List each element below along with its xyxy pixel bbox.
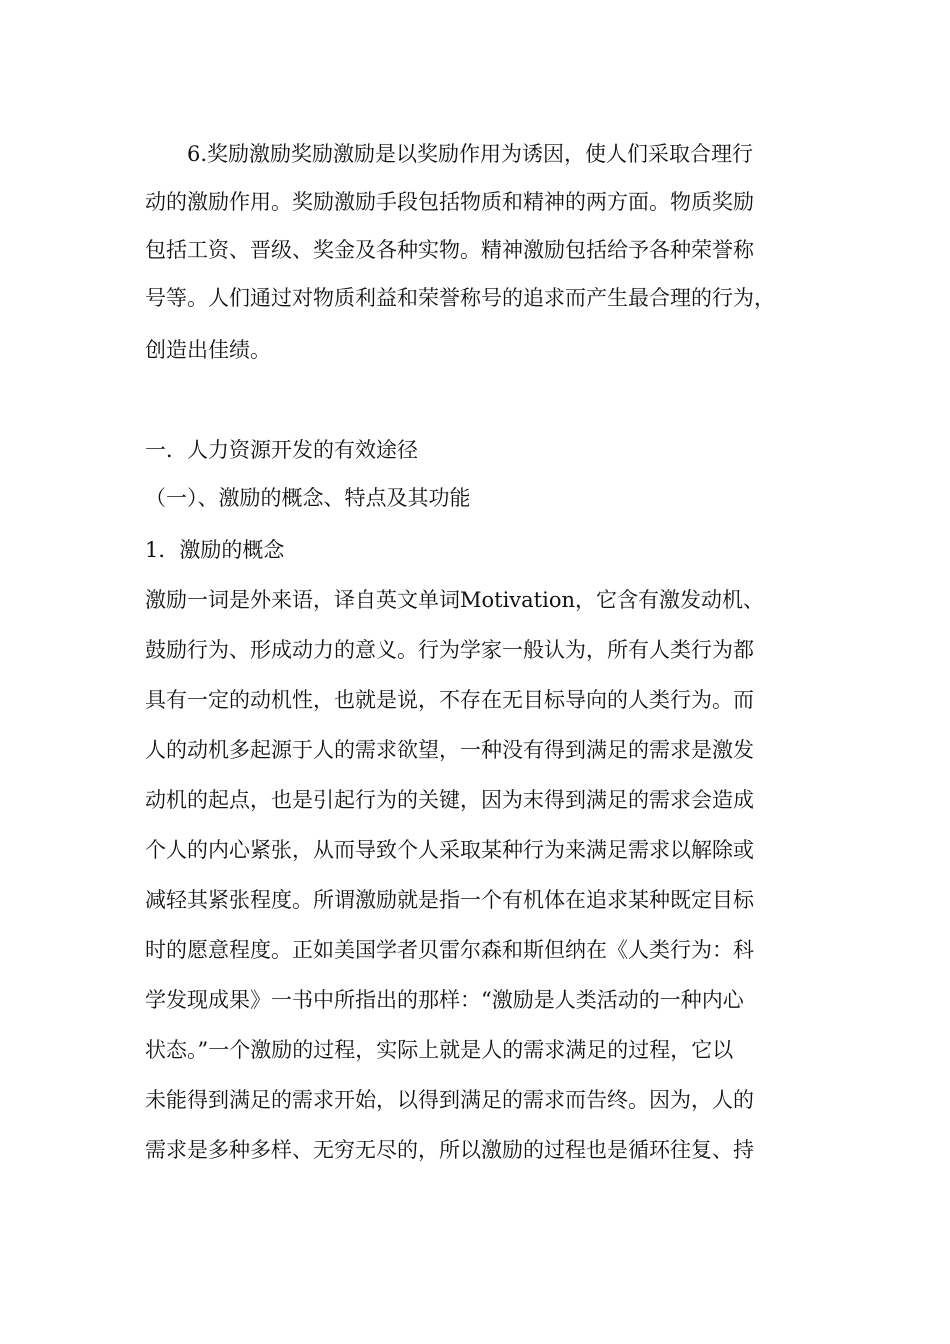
paragraph-line: 人的动机多起源于人的需求欲望，一种没有得到满足的需求是激发 [145,738,754,762]
paragraph-line: 号等。人们通过对物质利益和荣誉称号的追求而产生最合理的行为， [145,286,775,310]
paragraph-line: 减轻其紧张程度。所谓激励就是指一个有机体在追求某种既定目标 [145,888,754,912]
paragraph-line: 个人的内心紧张，从而导致个人采取某种行为来满足需求以解除或 [145,838,754,862]
paragraph-line: 需求是多种多样、无穷无尽的，所以激励的过程也是循环往复、持 [145,1138,754,1162]
paragraph-line: 学发现成果》一书中所指出的那样：“激励是人类活动的一种内心 [145,988,744,1012]
paragraph-line: 鼓励行为、形成动力的意义。行为学家一般认为，所有人类行为都 [145,638,754,662]
paragraph-line: 创造出佳绩。 [145,338,271,362]
topic-heading: 1．激励的概念 [145,538,285,562]
paragraph-line: 具有一定的动机性，也就是说，不存在无目标导向的人类行为。而 [145,688,754,712]
paragraph-line: 状态。”一个激励的过程，实际上就是人的需求满足的过程，它以 [145,1038,734,1062]
paragraph-line: 动机的起点，也是引起行为的关键，因为末得到满足的需求会造成 [145,788,754,812]
paragraph-line: 时的愿意程度。正如美国学者贝雷尔森和斯但纳在《人类行为：科 [145,938,754,962]
paragraph-line: 动的激励作用。奖励激励手段包括物质和精神的两方面。物质奖励 [145,190,754,214]
paragraph-line: 包括工资、晋级、奖金及各种实物。精神激励包括给予各种荣誉称 [145,238,754,262]
section-heading: 一．人力资源开发的有效途径 [145,438,418,462]
paragraph-line: 未能得到满足的需求开始，以得到满足的需求而告终。因为，人的 [145,1088,754,1112]
paragraph-line: 6.奖励激励奖励激励是以奖励作用为诱因，使人们采取合理行 [187,142,754,166]
subsection-heading: （一）、激励的概念、特点及其功能 [145,486,471,510]
paragraph-line: 激励一词是外来语，译自英文单词Motivation，它含有激发动机、 [145,588,765,612]
